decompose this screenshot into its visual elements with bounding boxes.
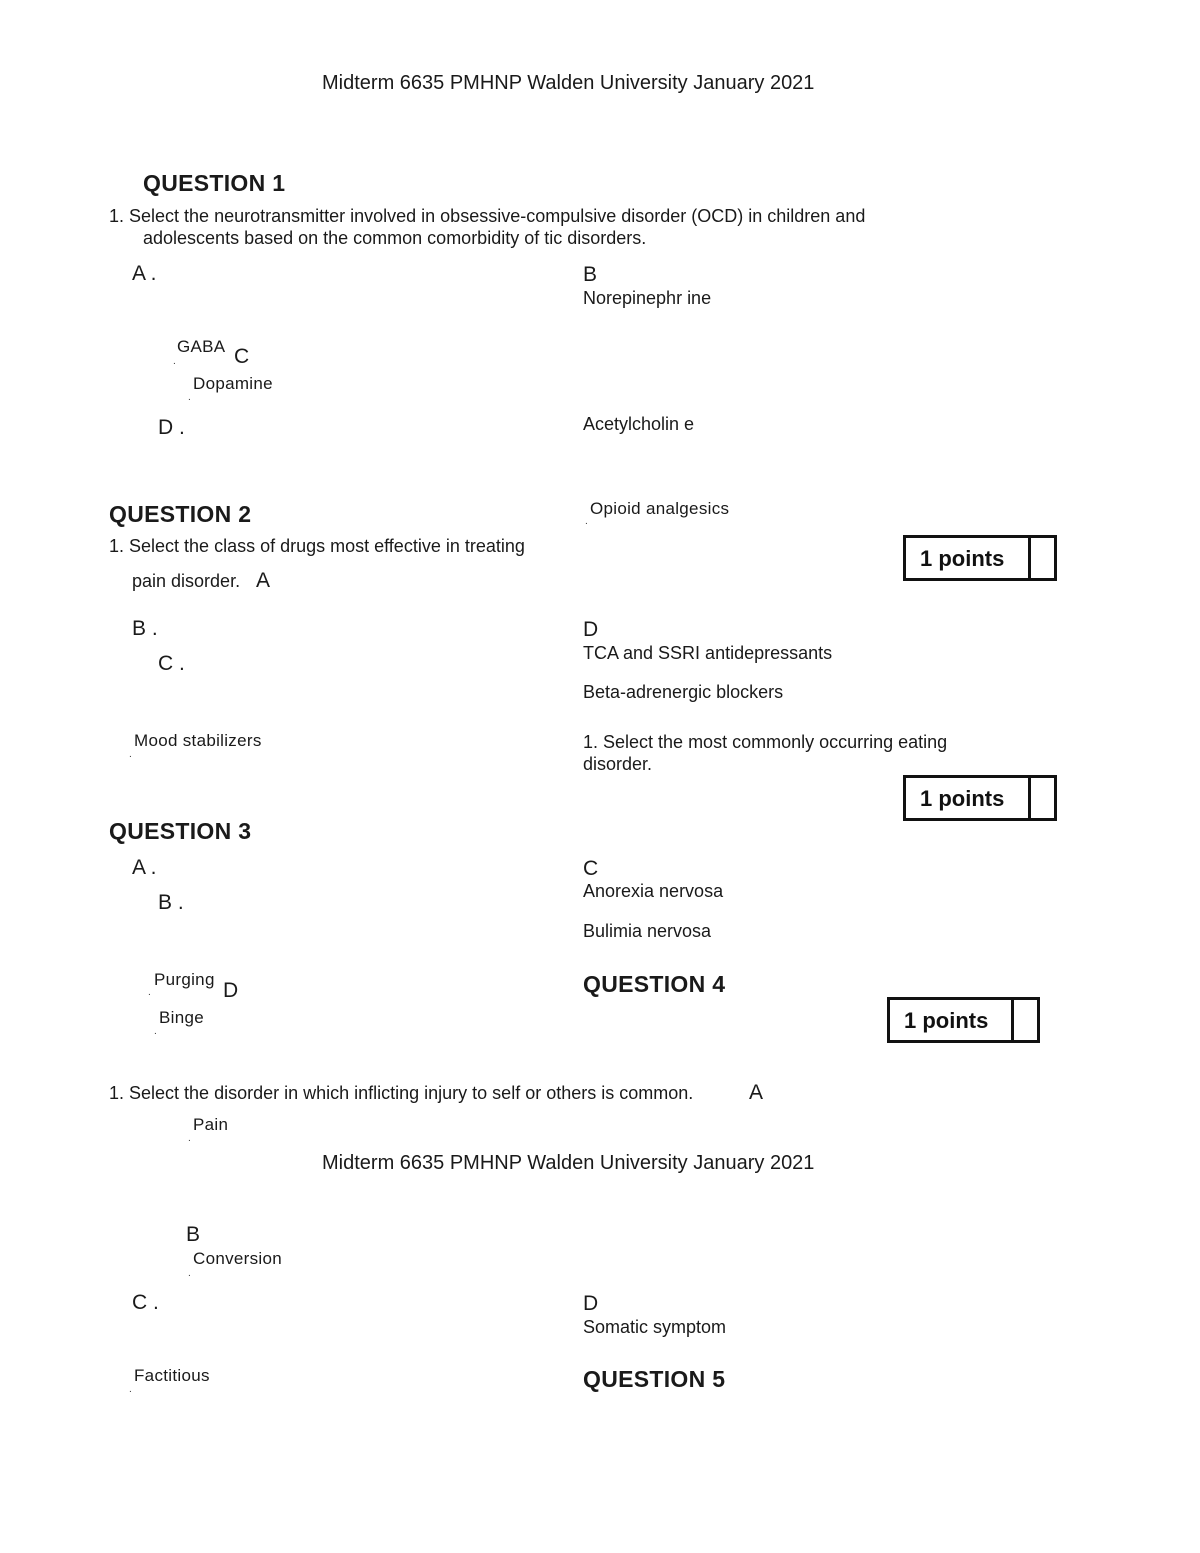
q3-option-d-text[interactable]: Binge [159, 1008, 204, 1027]
q4-option-a-letter[interactable]: A [749, 1081, 764, 1104]
q3-option-c-text[interactable]: Purging [154, 970, 215, 989]
q2-option-a-text[interactable]: Opioid analgesics [590, 499, 730, 518]
q2-option-d-text[interactable]: Mood stabilizers [134, 731, 262, 750]
question-2-text-line2: pain disorder. [132, 571, 241, 591]
q1-option-b-letter[interactable]: B [583, 263, 598, 286]
points-box [903, 775, 1057, 821]
bullet-dot: . [188, 1268, 191, 1279]
points-label: 1 points [904, 1008, 989, 1033]
question-1-text-line2: adolescents based on the common comorbidity of tic disorders. [143, 228, 647, 248]
bullet-dot: . [129, 749, 132, 760]
q1-option-d-letter[interactable]: D . [158, 416, 185, 439]
q1-option-c-letter[interactable]: C [234, 345, 250, 368]
q2-option-b-text[interactable]: TCA and SSRI antidepressants [583, 643, 833, 663]
q2-option-b-letter[interactable]: B . [132, 617, 158, 640]
q1-option-b-text[interactable]: Norepinephr ine [583, 288, 712, 308]
question-3-text-line2: disorder. [583, 754, 653, 774]
question-1-text-line1: 1. Select the neurotransmitter involved in obsessive-compulsive disorder (OCD) in children and [109, 206, 866, 226]
q2-option-a-letter[interactable]: A [256, 569, 271, 592]
bullet-dot: . [188, 1133, 191, 1144]
q3-option-a-text[interactable]: Anorexia nervosa [583, 881, 724, 901]
q3-option-b-text[interactable]: Bulimia nervosa [583, 921, 712, 941]
q4-option-b-letter[interactable]: B [186, 1223, 201, 1246]
q2-option-d-letter[interactable]: D [583, 618, 599, 641]
question-2-title: QUESTION 2 [109, 501, 252, 527]
question-4-title: QUESTION 4 [583, 971, 726, 997]
page-header: Midterm 6635 PMHNP Walden University January 2021 [322, 72, 815, 94]
bullet-dot: . [585, 516, 588, 527]
q2-option-c-text[interactable]: Beta-adrenergic blockers [583, 682, 784, 702]
points-box [903, 535, 1057, 581]
points-box [887, 997, 1040, 1043]
q4-option-b-text[interactable]: Conversion [193, 1249, 282, 1268]
q4-option-d-text[interactable]: Somatic symptom [583, 1317, 727, 1337]
question-3-title: QUESTION 3 [109, 818, 252, 844]
question-3-text-line1: 1. Select the most commonly occurring eating [583, 732, 948, 752]
q2-option-c-letter[interactable]: C . [158, 652, 185, 675]
points-label: 1 points [920, 546, 1005, 571]
question-2-text-line1: 1. Select the class of drugs most effective in treating [109, 536, 525, 556]
q4-option-d-letter[interactable]: D [583, 1292, 599, 1315]
bullet-dot: . [173, 356, 176, 367]
q4-option-c-letter[interactable]: C . [132, 1291, 159, 1314]
q3-option-d-letter[interactable]: D [223, 979, 239, 1002]
bullet-dot: . [154, 1026, 157, 1037]
question-1-title: QUESTION 1 [143, 170, 286, 196]
q4-option-c-text[interactable]: Factitious [134, 1366, 210, 1385]
q1-option-a-text[interactable]: GABA [177, 337, 226, 356]
q3-option-c-letter[interactable]: C [583, 857, 599, 880]
points-divider [1011, 1000, 1014, 1040]
bullet-dot: . [129, 1384, 132, 1395]
points-divider [1028, 778, 1031, 818]
q3-option-b-letter[interactable]: B . [158, 891, 184, 914]
bullet-dot: . [148, 987, 151, 998]
q1-option-a-letter[interactable]: A . [132, 262, 157, 285]
question-5-title: QUESTION 5 [583, 1366, 726, 1392]
points-divider [1028, 538, 1031, 578]
question-4-text-line1: 1. Select the disorder in which inflicting injury to self or others is common. [109, 1083, 694, 1103]
q4-option-a-text[interactable]: Pain [193, 1115, 229, 1134]
q1-option-c-text[interactable]: Dopamine [193, 374, 273, 393]
page-header-2: Midterm 6635 PMHNP Walden University January 2021 [322, 1152, 815, 1174]
q3-option-a-letter[interactable]: A . [132, 856, 157, 879]
q1-option-d-text[interactable]: Acetylcholin e [583, 414, 695, 434]
points-label: 1 points [920, 786, 1005, 811]
bullet-dot: . [188, 392, 191, 403]
